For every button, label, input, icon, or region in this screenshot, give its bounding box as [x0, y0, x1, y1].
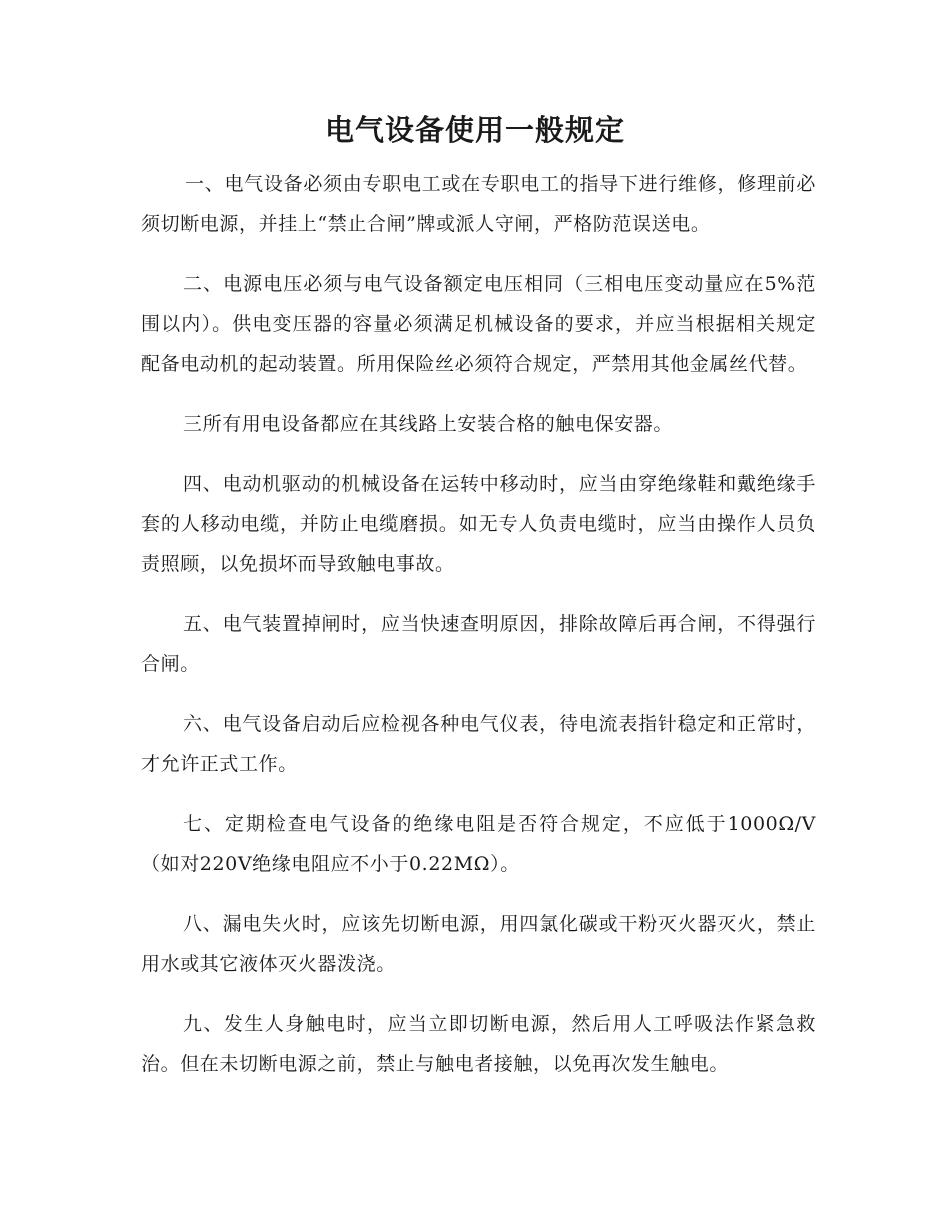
paragraph-8: 八、漏电失火时，应该先切断电源，用四氯化碳或干粉灭火器灭火，禁止用水或其它液体灭火器泼浇。 — [141, 913, 816, 975]
paragraph-1: 一、电气设备必须由专职电工或在专职电工的指导下进行维修，修理前必须切断电源，并挂上“禁止合闸”牌或派人守闸，严格防范误送电。 — [141, 173, 816, 235]
paragraph-7: 七、定期检查电气设备的绝缘电阻是否符合规定，不应低于1000Ω/V（如对220V绝缘电阻应不小于0.22MΩ）。 — [141, 813, 816, 875]
paragraph-5: 五、电气装置掉闸时，应当快速查明原因，排除故障后再合闸，不得强行合闸。 — [141, 613, 816, 675]
document-title: 电气设备使用一般规定 — [324, 113, 625, 147]
paragraph-4: 四、电动机驱动的机械设备在运转中移动时，应当由穿绝缘鞋和戴绝缘手套的人移动电缆，并防止电缆磨损。如无专人负责电缆时，应当由操作人员负责照顾，以免损坏而导致触电事故。 — [141, 473, 816, 575]
paragraph-9: 九、发生人身触电时，应当立即切断电源，然后用人工呼吸法作紧急救治。但在未切断电源之前，禁止与触电者接触，以免再次发生触电。 — [141, 1013, 816, 1075]
document-body — [141, 164, 816, 1104]
paragraph-6: 六、电气设备启动后应检视各种电气仪表，待电流表指针稳定和正常时，才允许正式工作。 — [141, 713, 816, 775]
paragraph-3: 三所有用电设备都应在其线路上安装合格的触电保安器。 — [183, 413, 674, 435]
paragraph-2: 二、电源电压必须与电气设备额定电压相同（三相电压变动量应在5%范围以内）。供电变压器的容量必须满足机械设备的要求，并应当根据相关规定配备电动机的起动装置。所用保险丝必须符合规定，严禁用其他金属丝代替。 — [141, 273, 816, 375]
